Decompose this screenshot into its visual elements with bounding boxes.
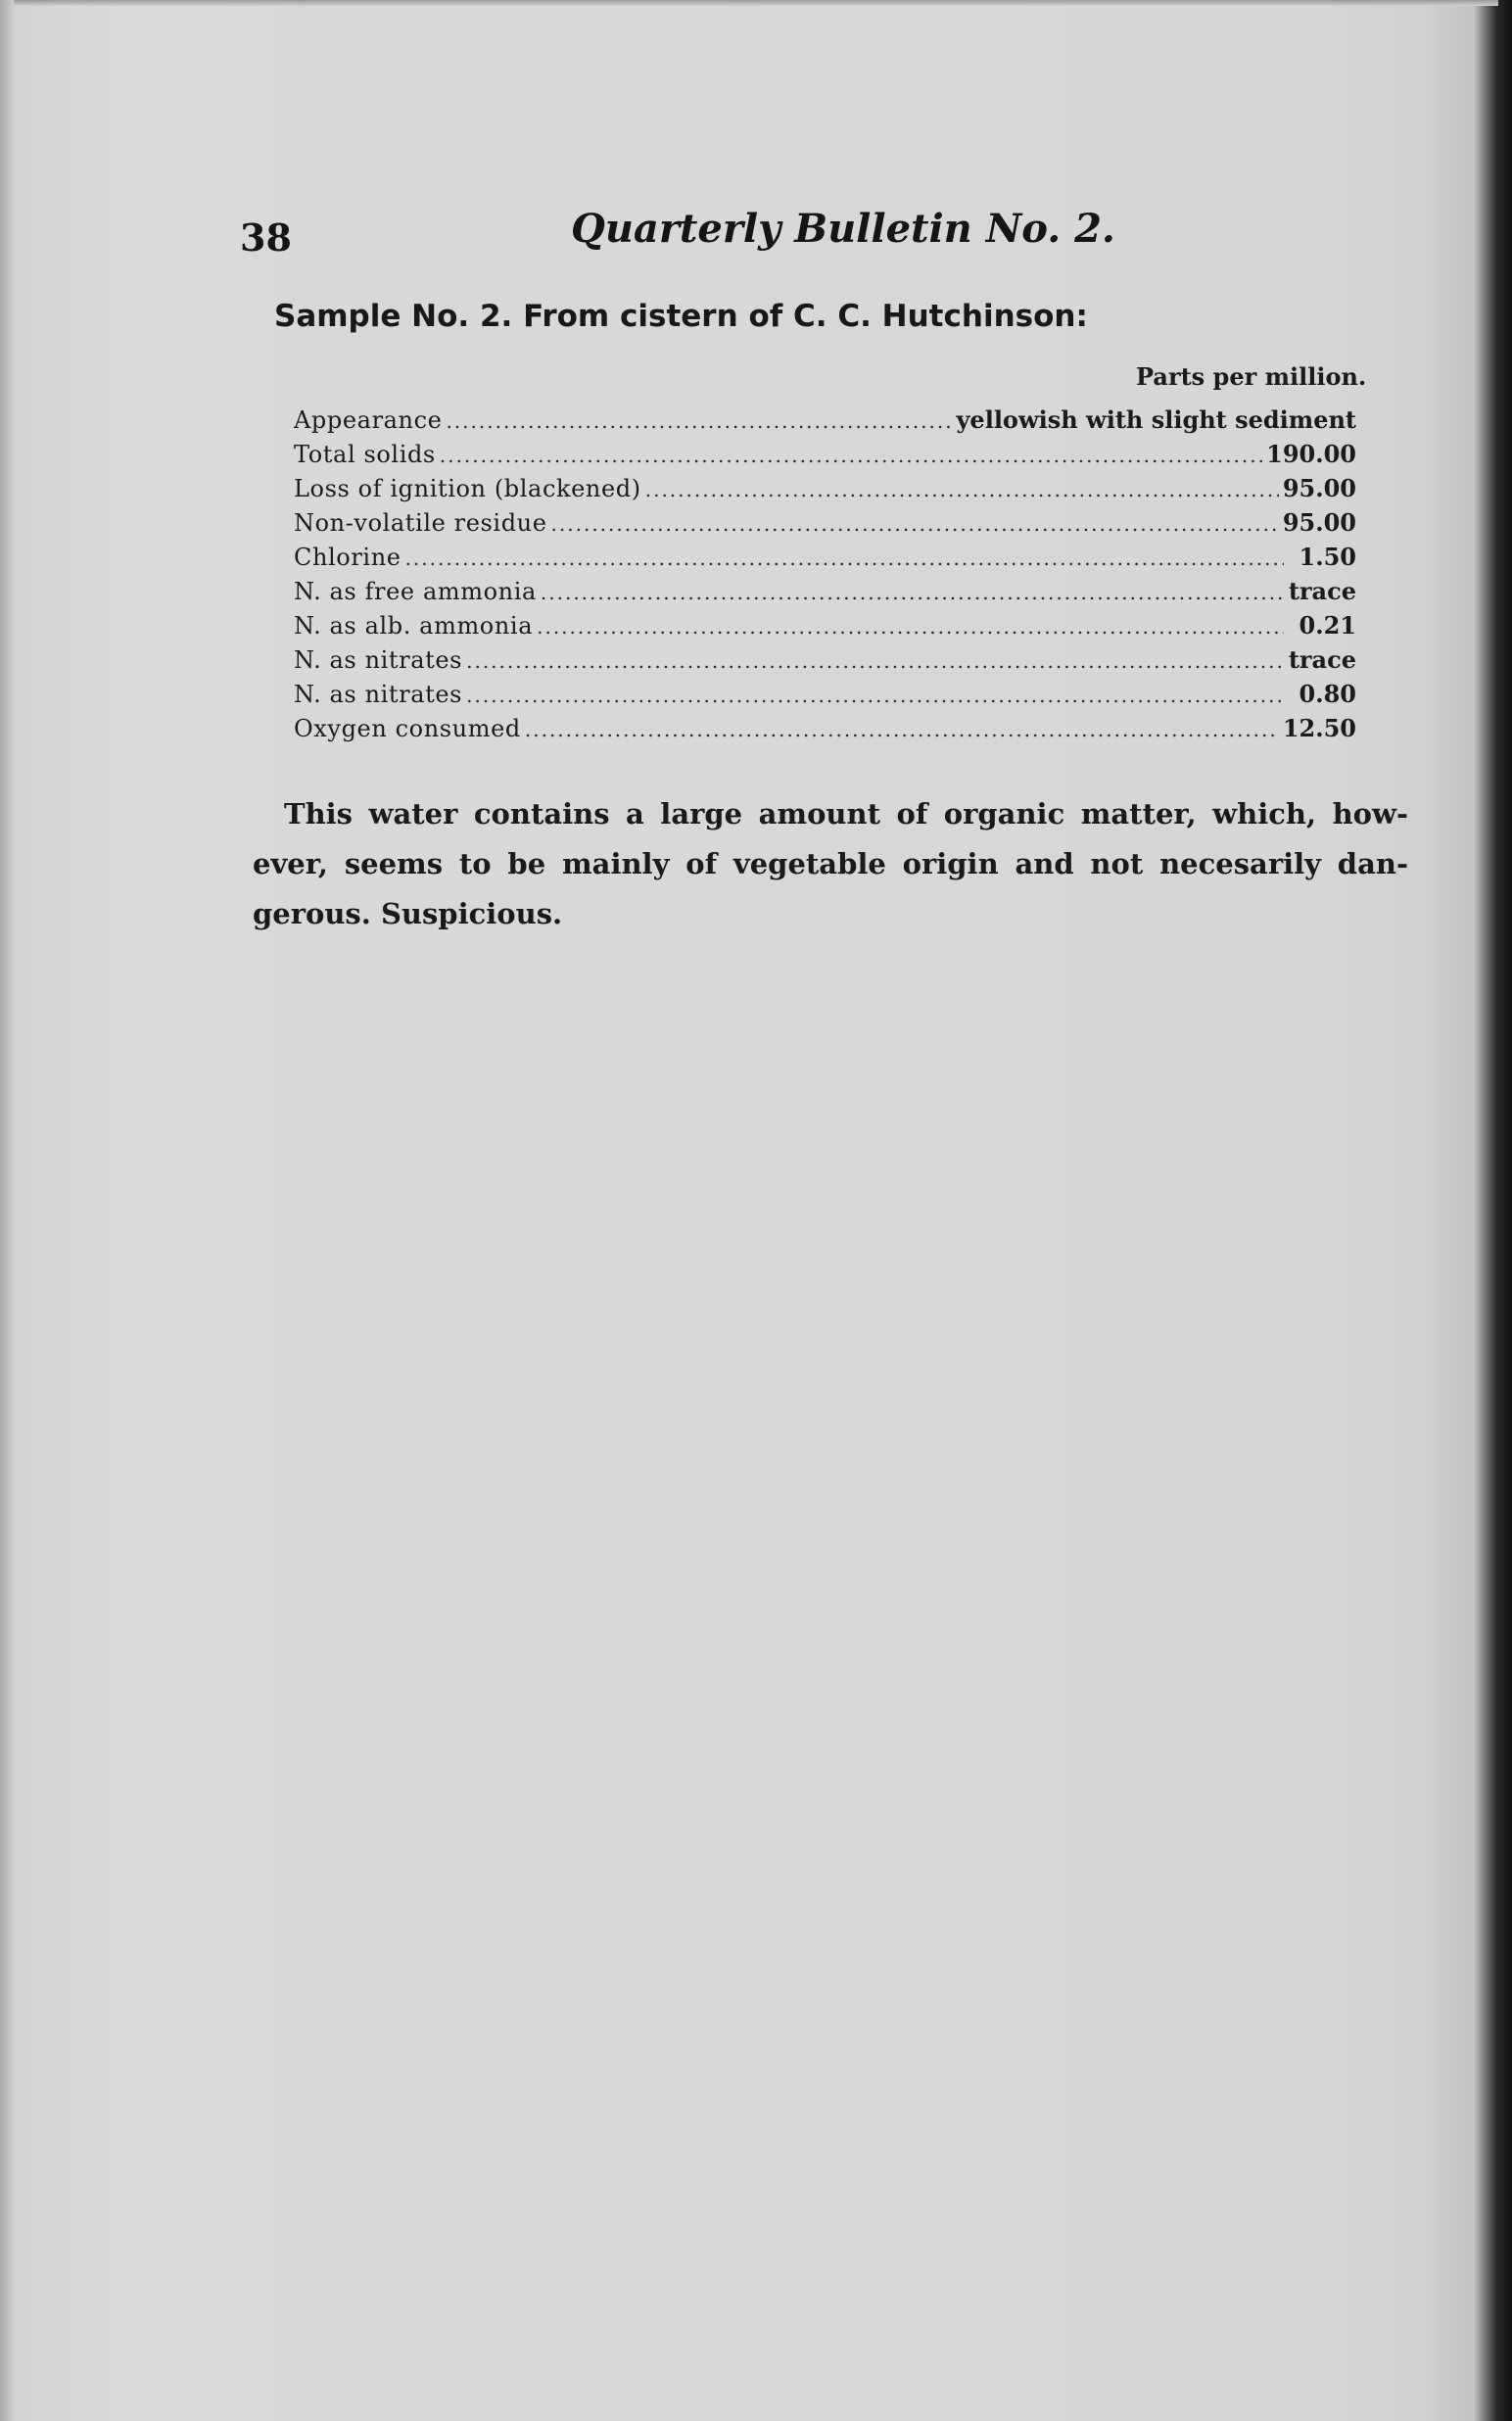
analysis-parameter: Appearance (294, 406, 443, 434)
analysis-table (294, 405, 1356, 748)
analysis-row-free-ammonia (294, 577, 1356, 611)
page-number: 38 (240, 215, 292, 260)
sample-heading: Sample No. 2. From cistern of C. C. Hutchinson: (274, 299, 1088, 334)
dot-leader (466, 684, 1284, 707)
analysis-value: yellowish with slight sediment (956, 405, 1356, 434)
analysis-row-appearance (294, 405, 1356, 440)
analysis-row-alb-ammonia (294, 611, 1356, 645)
analysis-value: 95.00 (1282, 474, 1356, 502)
analysis-row-chlorine (294, 543, 1356, 577)
conclusion-line: gerous. Suspicious. (253, 897, 563, 930)
analysis-value: 0.21 (1299, 611, 1356, 640)
analysis-value: trace (1288, 577, 1356, 605)
dot-leader (551, 512, 1279, 536)
analysis-row-oxygen-consumed (294, 714, 1356, 748)
analysis-value: trace (1288, 645, 1356, 674)
page-left-edge (0, 0, 14, 2421)
analysis-value: 12.50 (1282, 714, 1356, 742)
dot-leader (446, 409, 952, 433)
analysis-parameter: Non-volatile residue (294, 509, 547, 537)
running-title: Quarterly Bulletin No. 2. (571, 206, 1115, 252)
dot-leader (541, 581, 1284, 604)
dot-leader (645, 478, 1279, 501)
conclusion-line: ever, seems to be mainly of vegetable origin and not necesarily dan- (253, 847, 1408, 880)
analysis-value: 190.00 (1266, 440, 1356, 468)
dot-leader (466, 649, 1284, 673)
dot-leader (525, 718, 1279, 741)
analysis-row-nitrates-1 (294, 645, 1356, 680)
analysis-parameter: N. as free ammonia (294, 578, 537, 605)
analysis-row-loss-of-ignition (294, 474, 1356, 508)
analysis-parameter: Total solids (294, 441, 436, 468)
analysis-row-nitrates-2 (294, 680, 1356, 714)
conclusion-line: This water contains a large amount of organic matter, which, how- (284, 797, 1408, 831)
dot-leader (440, 444, 1262, 467)
dot-leader (405, 546, 1284, 570)
page-header (240, 196, 1115, 264)
analysis-value: 0.80 (1299, 680, 1356, 708)
analysis-parameter: Oxygen consumed (294, 715, 521, 742)
analysis-row-non-volatile-residue (294, 508, 1356, 543)
analysis-value: 95.00 (1282, 508, 1356, 537)
analysis-parameter: N. as alb. ammonia (294, 612, 534, 640)
analysis-parameter: Loss of ignition (blackened) (294, 475, 641, 502)
analysis-parameter: N. as nitrates (294, 646, 463, 674)
analysis-row-total-solids (294, 440, 1356, 474)
page-top-edge (0, 0, 1498, 6)
conclusion-paragraph (253, 789, 1408, 939)
analysis-parameter: N. as nitrates (294, 681, 463, 708)
analysis-parameter: Chlorine (294, 544, 402, 571)
analysis-value: 1.50 (1299, 543, 1356, 571)
dot-leader (537, 615, 1284, 639)
units-label: Parts per million. (1136, 362, 1367, 391)
